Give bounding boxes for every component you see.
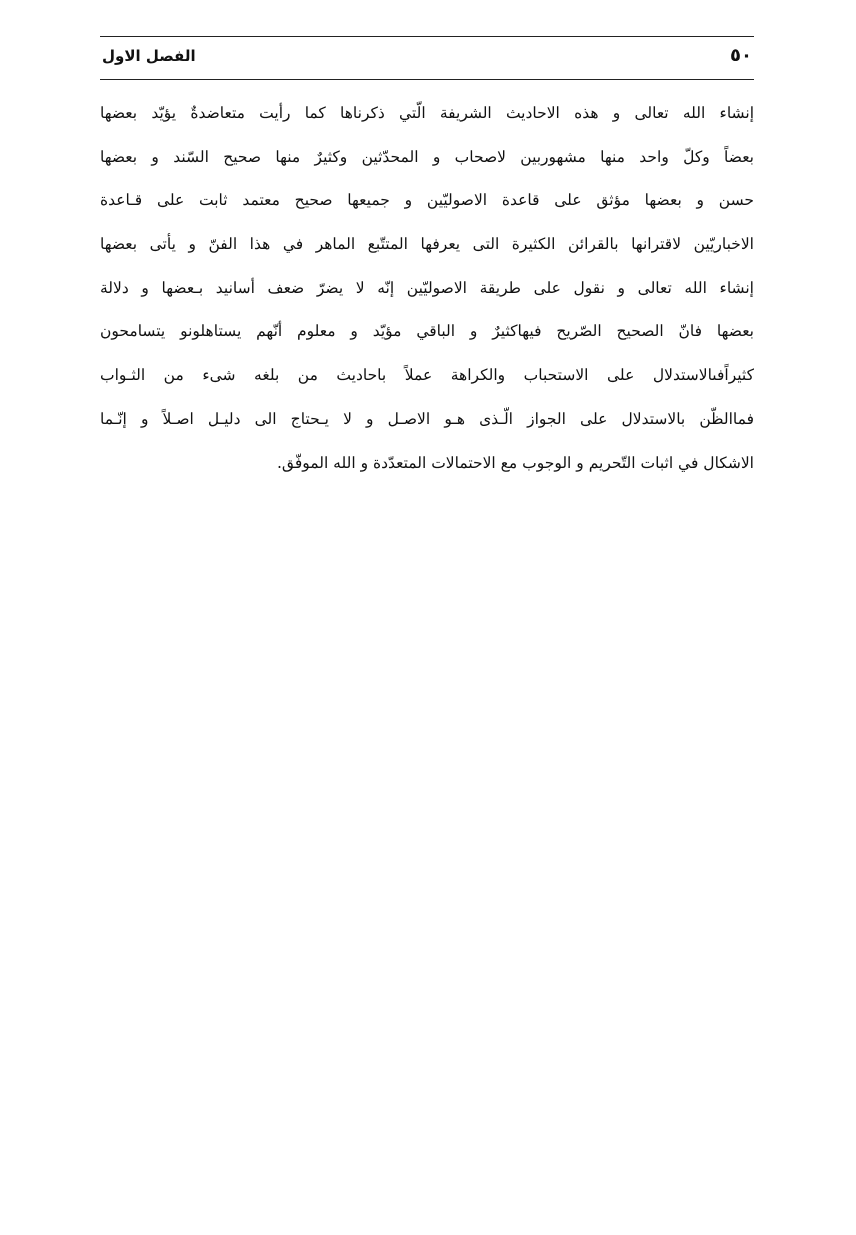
book-page [100, 36, 754, 485]
text-line: فماالظّن بالاستدلال على الجواز الّـذى هـو الاصـل و لا يـحتاج الى دليـل اصـلاً و إنّـما [100, 409, 754, 428]
body-text [100, 92, 754, 485]
text-line: حسن و بعضها مؤثق على قاعدة الاصوليّين و جميعها صحيح معتمد ثابت على قـاعدة [100, 191, 754, 210]
text-line: إنشاء الله تعالى و نقول على طريقة الاصوليّين إنّه لا يضرّ ضعف أسانيد بـعضها و دلالة [100, 278, 754, 297]
text-line: الاخباريّين لاقترانها بالقرائن الكثيرة التى يعرفها المتتّبع الماهر في هذا الفنّ و يأتى بعضها [100, 235, 754, 254]
text-line: الاشكال في اثبات التّحريم و الوجوب مع الاحتمالات المتعدّدة و الله الموفّق. [276, 453, 754, 472]
text-line: إنشاء الله تعالى و هذه الاحاديث الشريفة الّتي ذكرناها كما رأيت متعاضدةٌ يؤيّد بعضها [100, 104, 754, 122]
text-line: بعضاً وكلّ واحد منها مشهوربين لاصحاب و المحدّثين وكثيرٌ منها صحيح السّند و بعضها [100, 147, 754, 166]
text-line: كثيراًفىالاستدلال على الاستحباب والكراهة عملاً باحاديث من بلغه شىء من الثـواب [100, 366, 754, 385]
chapter-title: الفصل الاول [102, 47, 196, 65]
page-number: ٥٠ [730, 45, 752, 66]
page-header [100, 36, 754, 80]
text-line: بعضها فانّ الصحيح الصّريح فيهاكثيرٌ و الباقي مؤيّد و معلوم أنّهم يستاهلونو يتسامحون [100, 322, 754, 341]
